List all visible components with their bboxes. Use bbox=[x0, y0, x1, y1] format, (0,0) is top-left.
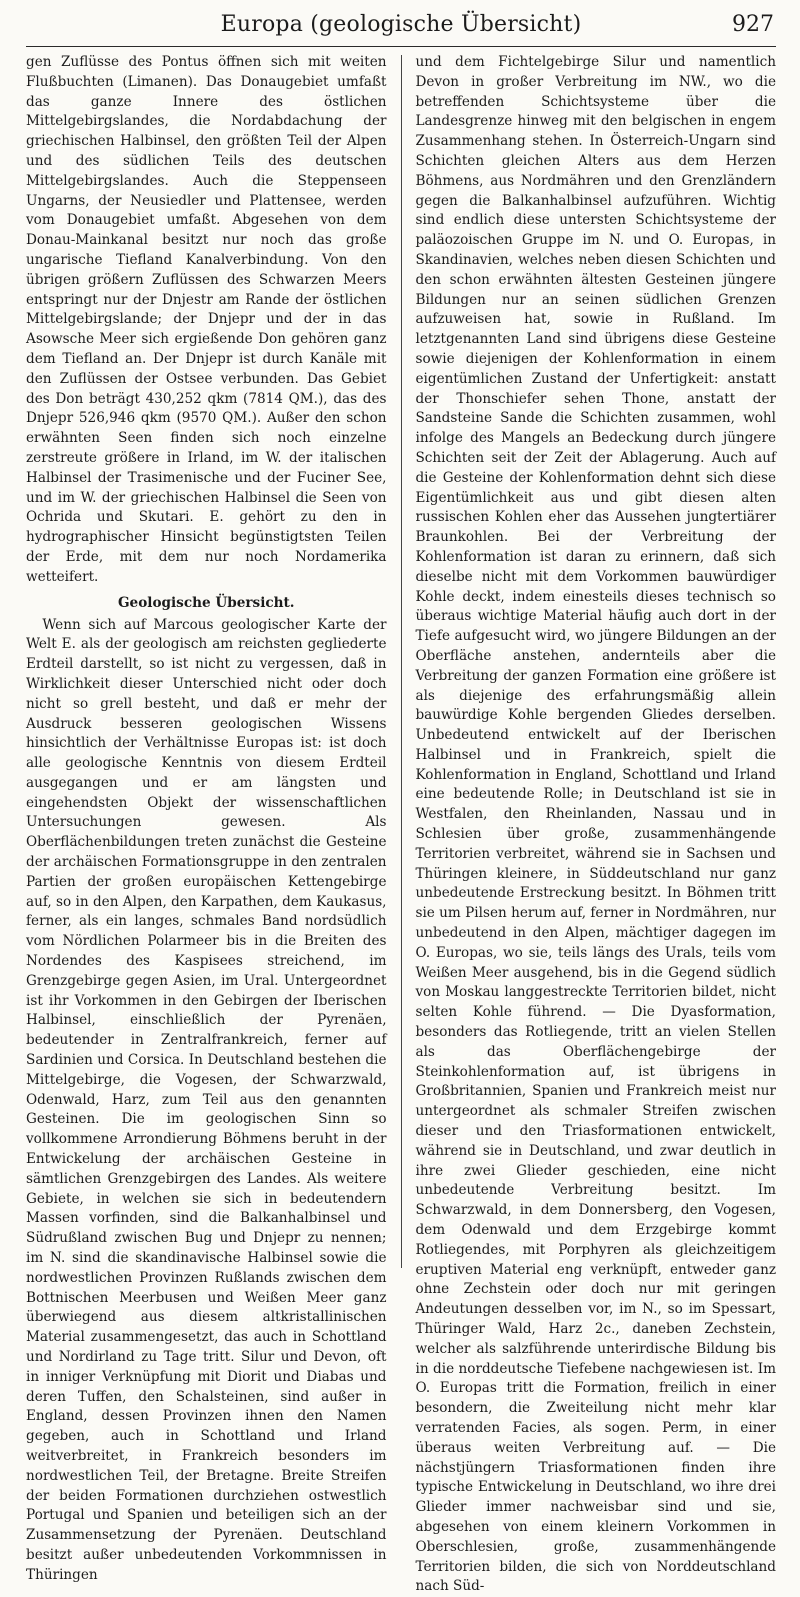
paragraph-silur-devon-kohlen-trias: und dem Fichtelgebirge Silur und namentlich Devon in großer Verbreitung im NW., wo die betreffenden Schichtsysteme über die Landesgrenze hinweg mit den belgischen in engem Zusammenhang stehen. In Österreich-Ungarn sind Schichten gleichen Alters aus dem Herzen Böhmens, aus Nordmähren und den Grenzländern gegen die Balkanhalbinsel aufzuführen. Wichtig sind endlich diese untersten Schichtsysteme der paläozoischen Gruppe im N. und O. Europas, in Skandinavien, welches neben diesen Schichten und den schon erwähnten ältesten Gesteinen jüngere Bildungen nur an seinen südlichen Grenzen aufzuweisen hat, sowie in Rußland. Im letztgenannten Land sind übrigens diese Gesteine sowie diejenigen der Kohlenformation in einem eigentümlichen Zustand der Unfertigkeit: anstatt der Thonschiefer sehen Thone, anstatt der Sandsteine Sande die Schichten zusammen, wohl infolge des Mangels an Bedeckung durch jüngere Schichten seit der Zeit der Ablagerung. Auch auf die Gesteine der Kohlenformation dehnt sich diese Eigentümlichkeit aus und gibt diesen alten russischen Kohlen eher das Aussehen jungtertiärer Braunkohlen. Bei der Verbreitung der Kohlenformation ist daran zu erinnern, daß sich dieselbe nicht mit dem Vorkommen bauwürdiger Kohle deckt, indem einesteils dieses technisch so überaus wichtige Material häufig auch dort in der Tiefe aufgesucht wird, wo jüngere Bildungen an der Oberfläche anstehen, andernteils aber die Verbreitung der ganzen Formation eine größere ist als diejenige des erfahrungsmäßig allein bauwürdige Kohle bergenden Gliedes derselben. Unbedeutend entwickelt auf der Iberischen Halbinsel und in Frankreich, spielt die Kohlenformation in England, Schottland und Irland eine bedeutende Rolle; in Deutschland ist sie in Westfalen, den Rheinlanden, Nassau und in Schlesien über große, zusammenhängende Territorien verbreitet, während sie in Sachsen und Thüringen kleinere, in Süddeutschland nur ganz unbedeutende Erstreckung besitzt. In Böhmen tritt sie um Pilsen herum auf, ferner in Nordmähren, nur unbedeutend in den Alpen, mächtiger dagegen im O. Europas, wo sie, teils längs des Urals, teils vom Weißen Meer ausgehend, bis in die Gegend südlich von Moskau langgestreckte Territorien bildet, nicht selten Kohle führend. — Die Dyasformation, besonders das Rotliegende, tritt an vielen Stellen als das Oberflächengebirge der Steinkohlenformation auf, ist übrigens in Großbritannien, Spanien und Frankreich meist nur untergeordnet als schmaler Streifen zwischen dieser und den Triasformationen entwickelt, während sie in Deutschland, und zwar deutlich in ihre zwei Glieder geschieden, eine nicht unbedeutende Verbreitung besitzt. Im Schwarzwald, in dem Donnersberg, den Vogesen, dem Odenwald und dem Erzgebirge kommt Rotliegendes, mit Porphyren als gleichzeitigem eruptiven Material eng verknüpft, entweder ganz ohne Zechstein oder doch nur mit geringen Andeutungen desselben vor, im N., so im Spessart, Thüringer Wald, Harz 2c., daneben Zechstein, welcher als salzführende unterirdische Bildung bis in die norddeutsche Tiefebene nachgewiesen ist. Im O. Europas tritt die Formation, freilich in einer besondern, die Zweiteilung nicht mehr klar verratenden Facies, als sogen. Perm, in einer überaus weiten Verbreitung auf. — Die nächstjüngern Triasformationen finden ihre typische Entwickelung in Deutschland, wo ihre drei Glieder immer nachweisbar sind und sie, abgesehen von einem kleinern Vorkommen in Oberschlesien, große, zusammenhängende Territorien bilden, die sich von Norddeutschland nach Süd- bbox=[415, 54, 776, 1595]
page-number: 927 bbox=[732, 12, 774, 37]
page-header bbox=[26, 0, 776, 47]
right-column bbox=[407, 53, 776, 1595]
paragraph-geologie: Wenn sich auf Marcous geologischer Karte der Welt E. als der geologisch am reichsten gegliederte Erdteil darstellt, so ist nicht zu vergessen, daß in Wirklichkeit dieser Unterschied nicht oder doch nicht so grell besteht, und daß er mehr der Ausdruck besseren geologischen Wissens hinsichtlich der Verhältnisse Europas ist: ist doch alle geologische Kenntnis von diesem Erdteil ausgegangen und er am längsten und eingehendsten Objekt der wissenschaftlichen Untersuchungen gewesen. Als Oberflächenbildungen treten zunächst die Gesteine der archäischen Formationsgruppe in den zentralen Partien der großen europäischen Kettengebirge auf, so in den Alpen, den Karpathen, dem Kaukasus, ferner, als ein langes, schmales Band nordsüdlich vom Nördlichen Polarmeer bis in die Breiten des Nordendes des Kaspisees streichend, im Grenzgebirge gegen Asien, im Ural. Untergeordnet ist ihr Vorkommen in den Gebirgen der Iberischen Halbinsel, einschließlich der Pyrenäen, bedeutender in Zentralfrankreich, ferner auf Sardinien und Corsica. In Deutschland bestehen die Mittelgebirge, die Vogesen, der Schwarzwald, Odenwald, Harz, zum Teil aus den genannten Gesteinen. Die im geologischen Sinn so vollkommene Arrondierung Böhmens beruht in der Entwickelung der archäischen Gesteine in sämtlichen Grenzgebirgen des Landes. Als weitere Gebiete, in welchen sie sich in bedeutendern Massen vorfinden, sind die Balkanhalbinsel und Südrußland zwischen Bug und Dnjepr zu nennen; im N. sind die skandinavische Halbinsel sowie die nordwestlichen Provinzen Rußlands zwischen dem Bottnischen Meerbusen und Weißen Meer ganz überwiegend aus diesem altkristallinischen Material zusammengesetzt, das auch in Schottland und Nordirland zu Tage tritt. Silur und Devon, oft in inniger Verknüpfung mit Diorit und Diabas und deren Tuffen, den Schalsteinen, sind außer in England, dessen Provinzen ihnen den Namen gegeben, auch in Schottland und Irland weitverbreitet, in Frankreich besonders im nordwestlichen Teil, der Bretagne. Breite Streifen der beiden Formationen durchziehen ostwestlich Portugal und Spanien und beteiligen sich an der Zusammensetzung der Pyrenäen. Deutschland besitzt außer unbedeutenden Vorkommnissen in Thüringen bbox=[26, 616, 387, 1583]
section-heading-geologische-uebersicht: Geologische Übersicht. bbox=[117, 594, 295, 611]
column-divider bbox=[401, 55, 402, 1268]
text-columns bbox=[26, 53, 776, 1595]
left-column bbox=[26, 53, 395, 1583]
paragraph-pontus-donau: gen Zuflüsse des Pontus öffnen sich mit weiten Flußbuchten (Limanen). Das Donaugebiet umfaßt das ganze Innere des östlichen Mittelgebirgslandes, die Nordabdachung der griechischen Halbinsel, den größten Teil der Alpen und des südlichen Teils des deutschen Mittelgebirgslandes. Auch die Steppenseen Ungarns, der Neusiedler und Plattensee, werden vom Donaugebiet umfaßt. Abgesehen von dem Donau-Mainkanal besitzt nur noch das große ungarische Tiefland Kanalverbindung. Von den übrigen größern Zuflüssen des Schwarzen Meers entspringt nur der Dnjestr am Rande der östlichen Mittelgebirgslande; der Dnjepr und der in das Asowsche Meer sich ergießende Don gehören ganz dem Tiefland an. Der Dnjepr ist durch Kanäle mit den Zuflüssen der Ostsee verbunden. Das Gebiet des Don beträgt 430,252 qkm (7814 QM.), das des Dnjepr 526,946 qkm (9570 QM.). Außer den schon erwähnten Seen finden sich noch einzelne zerstreute größere in Irland, im W. der italischen Halbinsel der Trasimenische und der Fuciner See, und im W. der griechischen Halbinsel die Seen von Ochrida und Skutari. E. gehört zu den in hydrographischer Hinsicht begünstigtsten Teilen der Erde, mit dem nur noch Nordamerika wetteifert. bbox=[26, 54, 387, 585]
running-title: Europa (geologische Übersicht) bbox=[220, 12, 582, 37]
